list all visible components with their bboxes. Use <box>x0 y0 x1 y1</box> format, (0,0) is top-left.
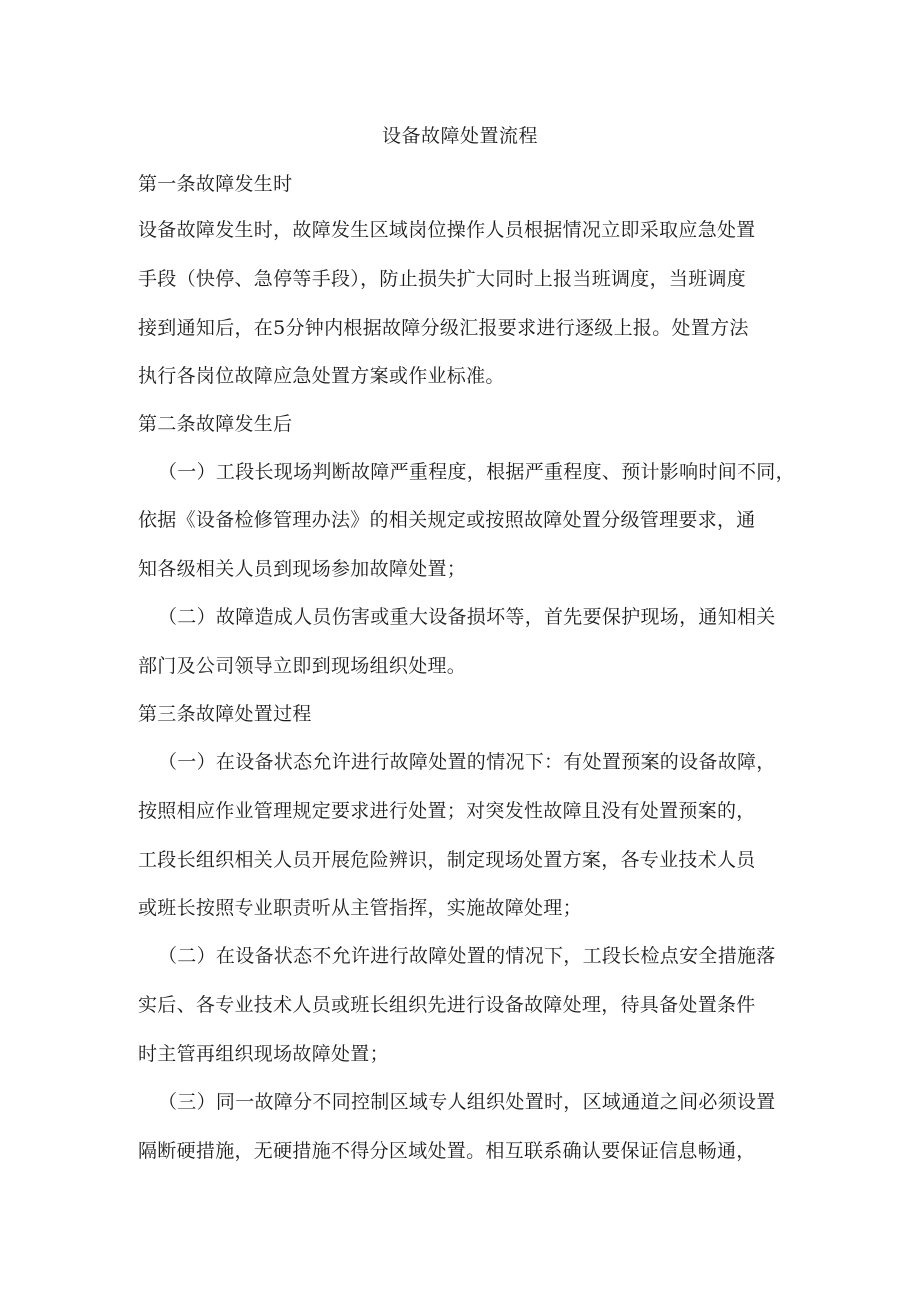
paragraph-line: （三）同一故障分不同控制区域专人组织处置时，区域通道之间必须设置 <box>158 1091 776 1113</box>
paragraph-line: （一）工段长现场判断故障严重程度，根据严重程度、预计影响时间不同， <box>158 461 795 483</box>
article-3-heading: 第三条故障处置过程 <box>138 703 312 725</box>
paragraph-line: 隔断硬措施，无硬措施不得分区域处置。相互联系确认要保证信息畅通， <box>138 1140 756 1162</box>
paragraph-line: 知各级相关人员到现场参加故障处置； <box>138 558 467 580</box>
article-2-heading: 第二条故障发生后 <box>138 413 293 435</box>
article-1-heading: 第一条故障发生时 <box>138 173 293 195</box>
paragraph-line: （二）在设备状态不允许进行故障处置的情况下，工段长检点安全措施落 <box>158 945 776 967</box>
paragraph-line: 实后、各专业技术人员或班长组织先进行设备故障处理，待具备处置条件 <box>138 994 756 1016</box>
paragraph-line: 执行各岗位故障应急处置方案或作业标准。 <box>138 365 505 387</box>
paragraph-line: 手段（快停、急停等手段），防止损失扩大同时上报当班调度，当班调度 <box>138 268 747 290</box>
paragraph-line: 时主管再组织现场故障处置； <box>138 1043 389 1065</box>
paragraph-line: （二）故障造成人员伤害或重大设备损坏等，首先要保护现场，通知相关 <box>158 606 776 628</box>
paragraph-line: （一）在设备状态允许进行故障处置的情况下：有处置预案的设备故障， <box>158 751 776 773</box>
paragraph-line: 接到通知后，在5分钟内根据故障分级汇报要求进行逐级上报。处置方法 <box>138 317 749 339</box>
paragraph-line: 工段长组织相关人员开展危险辨识，制定现场处置方案，各专业技术人员 <box>138 849 756 871</box>
paragraph-line: 依据《设备检修管理办法》的相关规定或按照故障处置分级管理要求，通 <box>138 509 756 531</box>
document-title: 设备故障处置流程 <box>381 125 538 147</box>
paragraph-line: 按照相应作业管理规定要求进行处置；对突发性故障且没有处置预案的， <box>138 800 756 822</box>
paragraph-line: 部门及公司领导立即到现场组织处理。 <box>138 655 467 677</box>
paragraph-line: 或班长按照专业职责听从主管指挥，实施故障处理； <box>138 897 582 919</box>
paragraph-line: 设备故障发生时，故障发生区域岗位操作人员根据情况立即采取应急处置 <box>138 219 756 241</box>
